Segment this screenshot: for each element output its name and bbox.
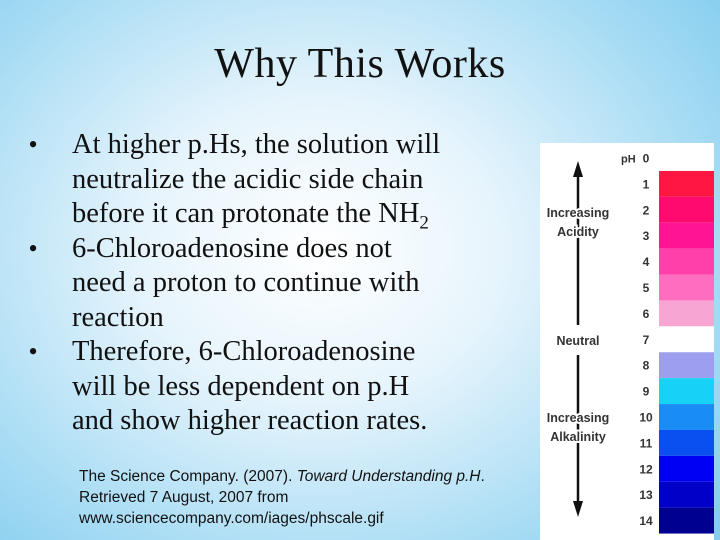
- acidity-label: Acidity: [557, 225, 599, 239]
- citation-suffix: . Retrieved 7 August, 2007 from www.sciencecompany.com/iages/phscale.gif: [79, 468, 485, 527]
- bullet-marker: •: [28, 130, 38, 159]
- alkalinity-label: Alkalinity: [550, 430, 606, 444]
- ph-value-label: 2: [642, 203, 650, 218]
- ph-color-swatch: [659, 300, 714, 326]
- ph-scale-graphic: [540, 143, 714, 540]
- bullet-list: [22, 128, 534, 439]
- citation-title: Toward Understanding p.H: [296, 468, 481, 485]
- citation: [79, 466, 534, 529]
- subscript-text: 2: [419, 212, 429, 234]
- ph-value-label: 8: [642, 358, 650, 373]
- ph-value-label: 1: [642, 177, 650, 192]
- ph-value-label: 6: [642, 306, 650, 321]
- ph-color-swatch: [659, 197, 714, 223]
- ph-value-label: 12: [639, 462, 653, 477]
- bullet-marker: •: [28, 337, 38, 366]
- bullet-text: 6-Chloroadenosine does not need a proton to continue with reaction: [72, 232, 420, 333]
- bullet-item: [22, 335, 534, 439]
- ph-color-swatch: [659, 249, 714, 275]
- ph-value-label: 14: [639, 514, 653, 529]
- ph-scale-figure: [540, 143, 714, 540]
- ph-value-label: 10: [639, 410, 653, 425]
- acidity-label: Increasing: [546, 206, 610, 220]
- ph-value-label: 13: [639, 488, 653, 503]
- bullet-item: [22, 232, 534, 336]
- citation-prefix: The Science Company. (2007).: [79, 468, 297, 485]
- ph-color-swatch: [659, 352, 714, 378]
- alkalinity-label: Increasing: [546, 411, 610, 425]
- ph-color-swatch: [659, 223, 714, 249]
- ph-value-label: 7: [642, 332, 650, 347]
- ph-value-label: 5: [642, 281, 650, 295]
- ph-color-swatch: [659, 326, 714, 352]
- ph-color-swatch: [659, 171, 714, 197]
- ph-color-swatch: [659, 508, 714, 534]
- bullet-text: At higher p.Hs, the solution will neutralize the acidic side chain before it can protonate the NH: [72, 129, 441, 229]
- ph-color-swatch: [659, 378, 714, 404]
- ph-value-label: 3: [642, 229, 650, 244]
- ph-color-swatch: [659, 275, 714, 301]
- slide-title: Why This Works: [214, 41, 506, 87]
- ph-value-label: 9: [642, 384, 650, 399]
- arrow-up-icon: [573, 161, 583, 177]
- ph-heading: pH: [621, 153, 636, 166]
- bullet-item: [22, 128, 534, 232]
- ph-color-swatch: [659, 430, 714, 456]
- ph-value-label: 4: [642, 255, 650, 270]
- neutral-label: Neutral: [556, 334, 600, 348]
- ph-value-label: 0: [642, 151, 650, 166]
- bullet-text: Therefore, 6-Chloroadenosine will be less dependent on p.H and show higher reaction rates.: [72, 336, 428, 436]
- ph-color-swatch: [659, 482, 714, 508]
- bullet-marker: •: [28, 233, 38, 263]
- ph-color-swatch: [659, 456, 714, 482]
- ph-color-swatch: [659, 404, 714, 430]
- arrow-down-icon: [573, 501, 583, 517]
- ph-value-label: 11: [639, 436, 653, 451]
- ph-color-swatch: [659, 145, 714, 171]
